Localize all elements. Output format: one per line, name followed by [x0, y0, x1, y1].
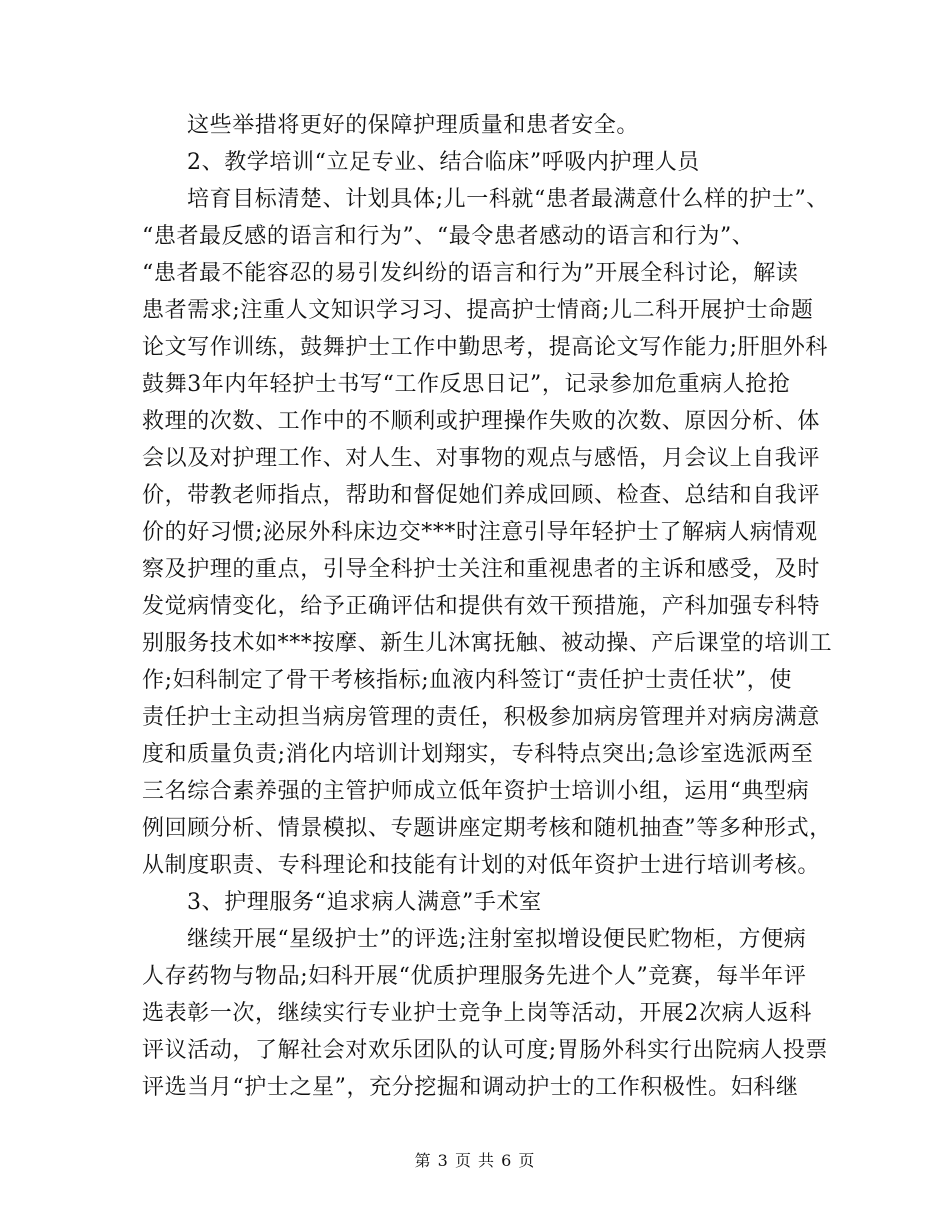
text-line-4: “患者最反感的语言和行为”、“最令患者感动的语言和行为”、: [142, 224, 755, 249]
text-line-7: 论文写作训练，鼓舞护士工作中勤思考，提高论文写作能力;肝胆外科: [142, 335, 829, 360]
text-line-17: 责任护士主动担当病房管理的责任，积极参加病房管理并对病房满意: [142, 705, 821, 730]
text-line-9: 救理的次数、工作中的不顺利或护理操作失败的次数、原因分析、体: [142, 409, 821, 434]
text-line-10: 会以及对护理工作、对人生、对事物的观点与感悟，月会议上自我评: [142, 446, 821, 471]
text-line-3: 培育目标清楚、计划具体;儿一科就“患者最满意什么样的护士”、: [187, 187, 829, 212]
text-line-16: 作;妇科制定了骨干考核指标;血液内科签订“责任护士责任状”，使: [142, 668, 792, 693]
text-line-20: 例回顾分析、情景模拟、专题讲座定期考核和随机抽查”等多种形式，: [142, 816, 832, 841]
text-line-12: 价的好习惯;泌尿外科床边交***时注意引导年轻护士了解病人病情观: [142, 520, 818, 545]
text-line-1: 这些举措将更好的保障护理质量和患者安全。: [187, 113, 640, 138]
text-line-11: 价，带教老师指点，帮助和督促她们养成回顾、检查、总结和自我评: [142, 483, 821, 508]
text-line-15: 别服务技术如***按摩、新生儿沐寓抚触、被动操、产后课堂的培训工: [142, 631, 833, 656]
section-heading-3: 3、护理服务“追求病人满意”手术室: [187, 890, 542, 915]
text-line-13: 察及护理的重点，引导全科护士关注和重视患者的主诉和感受，及时: [142, 557, 821, 582]
text-line-14: 发觉病情变化，给予正确评估和提供有效干预措施，产科加强专科特: [142, 594, 821, 619]
text-line-18: 度和质量负责;消化内培训计划翔实，专科特点突出;急诊室选派两至: [142, 742, 814, 767]
text-line-26: 评议活动，了解社会对欢乐团队的认可度;胃肠外科实行出院病人投票: [142, 1038, 829, 1063]
text-line-27: 评选当月“护士之星”，充分挖掘和调动护士的工作积极性。妇科继: [142, 1075, 799, 1100]
section-heading-2: 2、教学培训“立足专业、结合临床”呼吸内护理人员: [187, 150, 700, 175]
text-line-8: 鼓舞3年内年轻护士书写“工作反思日记”，记录参加危重病人抢抢: [142, 372, 791, 397]
text-line-5: “患者最不能容忍的易引发纠纷的语言和行为”开展全科讨论，解读: [142, 261, 799, 286]
text-line-21: 从制度职责、专科理论和技能有计划的对低年资护士进行培训考核。: [142, 853, 821, 878]
text-line-19: 三名综合素养强的主管护师成立低年资护士培训小组，运用“典型病: [142, 779, 810, 804]
text-line-25: 选表彰一次，继续实行专业护士竞争上岗等活动，开展2次病人返科: [142, 1001, 812, 1026]
page-number-footer: 第 3 页 共 6 页: [414, 1151, 536, 1170]
text-line-24: 人存药物与物品;妇科开展“优质护理服务先进个人”竞赛，每半年评: [142, 964, 807, 989]
text-line-6: 患者需求;注重人文知识学习习、提高护士情商;儿二科开展护士命题: [142, 298, 814, 323]
text-line-23: 继续开展“星级护士”的评选;注射室拟增设便民贮物柜，方便病: [187, 927, 807, 952]
